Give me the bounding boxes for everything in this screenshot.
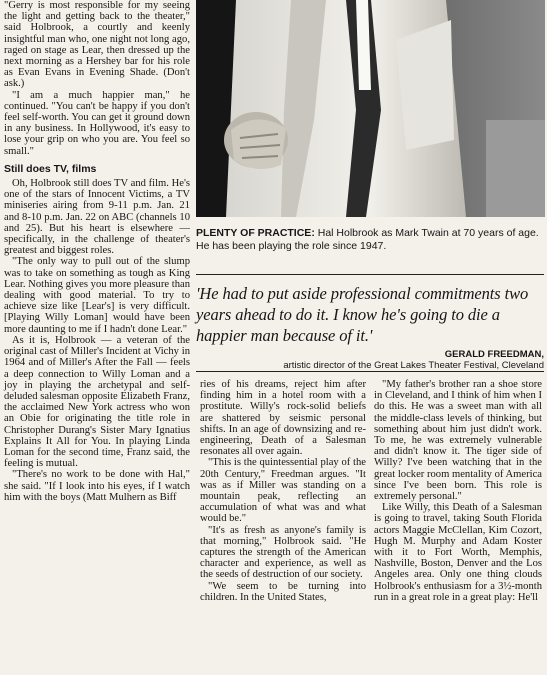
paragraph: "We seem to be turning into children. In the United States, (200, 580, 366, 603)
divider (196, 274, 544, 275)
paragraph: "This is the quintessential play of the 20th Century," Freedman argues. "It was as if Miller was standing on a mountain peak, reflecting an accumulation of what was and what would be." (200, 457, 366, 525)
caption-lead: PLENTY OF PRACTICE: (196, 227, 315, 239)
pull-quote-block (196, 283, 544, 371)
paragraph: Like Willy, this Death of a Salesman is going to travel, taking South Florida actors Maggie McClellan, Kim Cozort, Hugh M. Murphy and Adam Koster with it to Fort Worth, Memphis, Nashville, Boston, Denver and the Los Angeles area. Only one thing clouds Holbrook's enthusiasm for a 3½-month run in a great role in a great play: He'll (374, 502, 542, 603)
paragraph: ries of his dreams, reject him after finding him in a hotel room with a prostitute. Willy's rock-solid beliefs are shattered by seismic personal shifts. In an age of downsizing and re-engineering, Death of a Salesman resonates all over again. (200, 379, 366, 458)
paragraph: "The only way to pull out of the slump was to take on something as tough as King Lear. Nothing gives you more pleasure than dealing with good material. To try to achieve size like [Lear's] is very difficult. [Playing Willy Loman] would have been more daunting to me if I hadn't done Lear." (4, 256, 190, 335)
paragraph: As it is, Holbrook — a veteran of the original cast of Miller's Incident at Vichy in 1964 and of Miller's After the Fall — feels a deep connection to Willy Loman and a joy in playing the archetypal and self-deluded salesman opposite Elizabeth Franz, the acclaimed New York actress who won an Obie for originating the title role in Christopher Durang's Sister Mary Ignatius Explains It All for You. In playing Linda Loman for the second time, Franz said, the feeling is mutual. (4, 334, 190, 470)
photo-hal-holbrook (196, 0, 545, 217)
paragraph: "It's as fresh as anyone's family is that morning," Holbrook said. "He captures the strength of the American character and experience, as well as the seeds of destruction of our society. (200, 524, 366, 581)
article-column-3 (374, 379, 542, 603)
article-column-2 (200, 379, 366, 603)
photo-illustration (196, 0, 545, 217)
pull-quote-attribution-title: artistic director of the Great Lakes Theater Festival, Cleveland (283, 360, 544, 371)
paragraph: "There's no work to be done with Hal," she said. "If I look into his eyes, if I watch him with the boys (Matt Mulhern as Biff (4, 469, 190, 503)
paragraph: "I am a much happier man," he continued. "You can't be happy if you don't feel self-worth. You can get it ground down in any business. In Hollywood, it's easy to lose your grip on who you are. You feel so small." (4, 89, 190, 157)
paragraph: "Gerry is most responsible for my seeing the light and getting back to the theater," said Holbrook, a courtly and keenly insightful man who, one night not long ago, raged on stage as Lear, then dressed up the next morning as a Hershey bar for his role as Evan Evans in Evening Shade. (Don't ask.) (4, 0, 190, 90)
caption-text: Hal Holbrook as Mark Twain at 70 years of age. He has been playing the role since 1947. (196, 227, 539, 252)
divider (196, 371, 544, 372)
subheading: Still does TV, films (4, 162, 97, 175)
pull-quote-attribution-name: GERALD FREEDMAN, (444, 349, 544, 360)
paragraph: "My father's brother ran a shoe store in Cleveland, and I think of him when I do this. He was a sweet man with all the middle-class levels of thinking, but something about him just didn't work. To me, he was extremely vulnerable and didn't know it. The tiger side of Willy? I've been watching that in the great locker room mentality of America since I've been born. This role is extremely personal." (374, 379, 542, 503)
article-column-1 (4, 0, 190, 503)
paragraph: Oh, Holbrook still does TV and film. He's one of the stars of Innocent Victims, a TV miniseries airing from 9-11 p.m. Jan. 21 and 8-10 p.m. Jan. 22 on ABC (channels 10 and 25). But his heart is elsewhere — specifically, in the challenge of theater's greatest and biggest roles. (4, 178, 190, 257)
photo-caption (196, 227, 541, 253)
pull-quote: 'He had to put aside professional commitments two years ahead to do it. I know he's going to die a happier man because of it.' (196, 284, 529, 345)
